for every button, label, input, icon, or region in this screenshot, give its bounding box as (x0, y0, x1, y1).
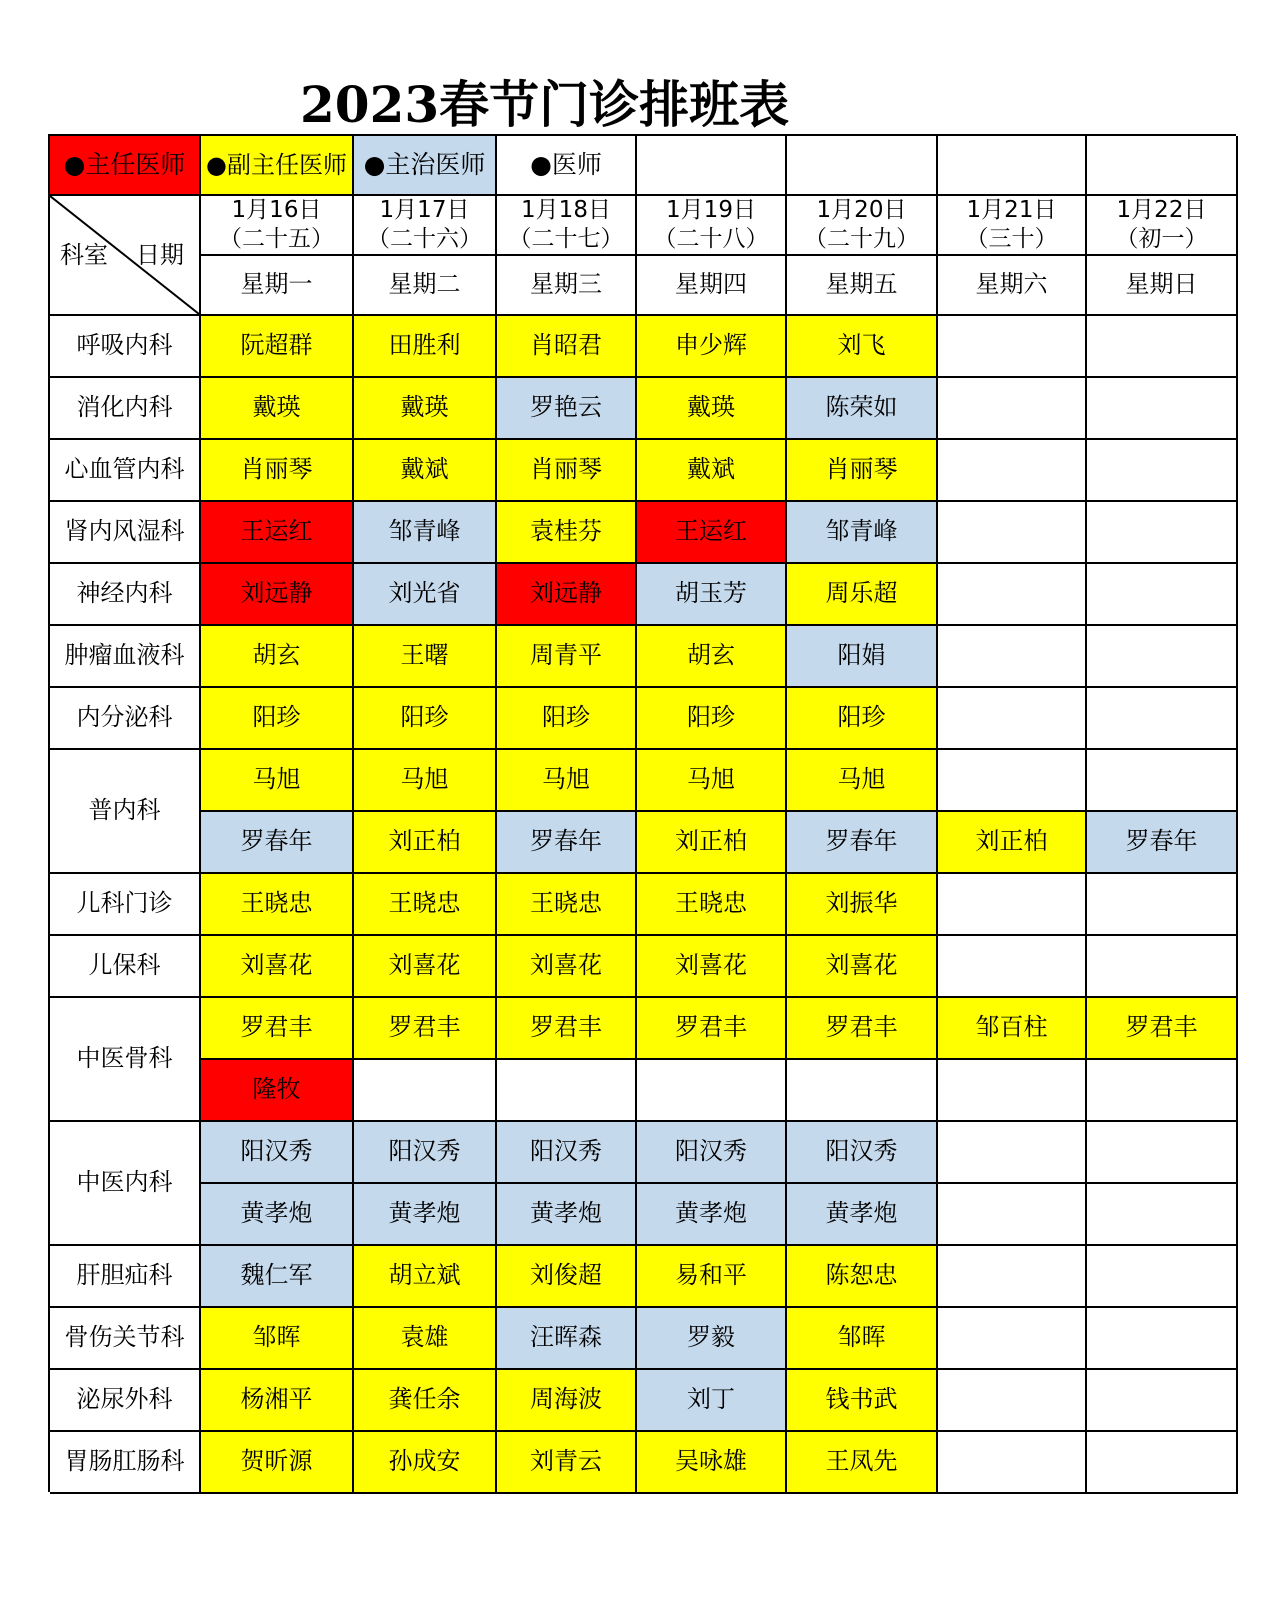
date-header (1087, 196, 1238, 256)
dept-cell: 中医内科 (50, 1122, 201, 1246)
schedule-cell: 黄孝炮 (497, 1184, 637, 1246)
dept-cell: 肿瘤血液科 (50, 626, 201, 688)
schedule-cell: 胡立斌 (354, 1246, 497, 1308)
date-header (787, 196, 938, 256)
lunar-text: （二十九） (804, 226, 919, 252)
schedule-cell: 易和平 (637, 1246, 787, 1308)
schedule-cell: 王凤先 (787, 1432, 938, 1494)
schedule-cell: 贺昕源 (201, 1432, 354, 1494)
schedule-cell: 马旭 (787, 750, 938, 812)
schedule-cell: 黄孝炮 (787, 1184, 938, 1246)
schedule-cell: 阳珍 (201, 688, 354, 750)
schedule-cell: 戴斌 (637, 440, 787, 502)
schedule-cell: 阳汉秀 (497, 1122, 637, 1184)
schedule-cell (938, 1184, 1087, 1246)
weekday-header: 星期六 (938, 256, 1087, 316)
schedule-cell (938, 1370, 1087, 1432)
legend-empty (938, 136, 1087, 196)
schedule-cell: 黄孝炮 (354, 1184, 497, 1246)
dept-cell: 胃肠肛肠科 (50, 1432, 201, 1494)
schedule-cell: 阳汉秀 (787, 1122, 938, 1184)
schedule-cell: 罗君丰 (1087, 998, 1238, 1060)
schedule-cell (1087, 1246, 1238, 1308)
schedule-cell: 陈恕忠 (787, 1246, 938, 1308)
schedule-cell (1087, 874, 1238, 936)
schedule-cell: 肖昭君 (497, 316, 637, 378)
schedule-cell (938, 874, 1087, 936)
schedule-cell (938, 750, 1087, 812)
schedule-cell: 钱书武 (787, 1370, 938, 1432)
date-text: 1月21日 (966, 197, 1057, 224)
schedule-cell: 戴瑛 (354, 378, 497, 440)
schedule-cell: 刘远静 (497, 564, 637, 626)
schedule-cell: 罗春年 (201, 812, 354, 874)
dept-cell: 普内科 (50, 750, 201, 874)
weekday-header: 星期日 (1087, 256, 1238, 316)
schedule-cell: 陈荣如 (787, 378, 938, 440)
schedule-cell: 刘振华 (787, 874, 938, 936)
dept-cell: 肝胆疝科 (50, 1246, 201, 1308)
lunar-text: （二十七） (508, 226, 624, 252)
date-label: 日期 (136, 241, 184, 269)
lunar-text: （二十五） (219, 226, 334, 252)
schedule-cell (1087, 502, 1238, 564)
weekday-header: 星期三 (497, 256, 637, 316)
schedule-cell: 刘俊超 (497, 1246, 637, 1308)
schedule-cell (497, 1060, 637, 1122)
schedule-cell: 罗君丰 (637, 998, 787, 1060)
schedule-cell: 罗毅 (637, 1308, 787, 1370)
weekday-header: 星期一 (201, 256, 354, 316)
schedule-cell: 戴瑛 (637, 378, 787, 440)
schedule-cell (1087, 440, 1238, 502)
schedule-cell (1087, 1432, 1238, 1494)
schedule-cell: 刘远静 (201, 564, 354, 626)
schedule-cell: 罗君丰 (787, 998, 938, 1060)
dept-cell: 骨伤关节科 (50, 1308, 201, 1370)
schedule-cell: 袁桂芬 (497, 502, 637, 564)
schedule-cell: 刘正柏 (354, 812, 497, 874)
schedule-cell: 罗春年 (787, 812, 938, 874)
date-header (354, 196, 497, 256)
schedule-cell: 刘正柏 (637, 812, 787, 874)
schedule-cell: 胡玄 (201, 626, 354, 688)
date-text: 1月17日 (379, 197, 470, 224)
schedule-cell (1087, 750, 1238, 812)
schedule-cell: 肖丽琴 (787, 440, 938, 502)
schedule-cell: 阳珍 (497, 688, 637, 750)
schedule-cell: 肖丽琴 (497, 440, 637, 502)
schedule-cell (938, 502, 1087, 564)
schedule-cell: 魏仁军 (201, 1246, 354, 1308)
schedule-cell (1087, 688, 1238, 750)
schedule-cell: 邹晖 (201, 1308, 354, 1370)
schedule-cell: 王晓忠 (354, 874, 497, 936)
date-text: 1月18日 (521, 197, 611, 224)
dept-cell: 中医骨科 (50, 998, 201, 1122)
legend-physician: ●医师 (497, 136, 637, 196)
schedule-cell: 阳汉秀 (637, 1122, 787, 1184)
schedule-cell (1087, 1370, 1238, 1432)
dept-cell: 心血管内科 (50, 440, 201, 502)
schedule-cell: 龚任余 (354, 1370, 497, 1432)
schedule-cell: 袁雄 (354, 1308, 497, 1370)
weekday-header: 星期五 (787, 256, 938, 316)
schedule-cell: 申少辉 (637, 316, 787, 378)
schedule-cell (1087, 1308, 1238, 1370)
dept-cell: 泌尿外科 (50, 1370, 201, 1432)
dept-cell: 儿科门诊 (50, 874, 201, 936)
schedule-cell: 周海波 (497, 1370, 637, 1432)
schedule-cell: 黄孝炮 (637, 1184, 787, 1246)
schedule-cell: 刘喜花 (637, 936, 787, 998)
schedule-cell: 王曙 (354, 626, 497, 688)
schedule-cell (1087, 936, 1238, 998)
legend-director: ●主任医师 (50, 136, 201, 196)
legend-empty (1087, 136, 1238, 196)
schedule-cell: 邹百柱 (938, 998, 1087, 1060)
schedule-cell: 胡玉芳 (637, 564, 787, 626)
schedule-cell (1087, 378, 1238, 440)
schedule-cell: 周青平 (497, 626, 637, 688)
dept-cell: 消化内科 (50, 378, 201, 440)
schedule-cell (637, 1060, 787, 1122)
schedule-cell: 马旭 (497, 750, 637, 812)
schedule-cell (1087, 1184, 1238, 1246)
schedule-cell (787, 1060, 938, 1122)
schedule-cell: 王晓忠 (497, 874, 637, 936)
schedule-cell: 邹晖 (787, 1308, 938, 1370)
schedule-cell (938, 1060, 1087, 1122)
schedule-cell: 胡玄 (637, 626, 787, 688)
schedule-cell: 刘丁 (637, 1370, 787, 1432)
schedule-cell: 王晓忠 (201, 874, 354, 936)
page-title: 2023春节门诊排班表 (300, 75, 790, 134)
schedule-cell: 罗君丰 (201, 998, 354, 1060)
date-header (497, 196, 637, 256)
date-header (938, 196, 1087, 256)
schedule-cell (938, 440, 1087, 502)
schedule-cell: 吴咏雄 (637, 1432, 787, 1494)
date-text: 1月19日 (666, 197, 756, 224)
schedule-cell: 戴斌 (354, 440, 497, 502)
schedule-cell (938, 378, 1087, 440)
lunar-text: （初一） (1115, 226, 1208, 252)
dept-cell: 肾内风湿科 (50, 502, 201, 564)
schedule-table (48, 134, 1236, 1492)
schedule-cell (938, 316, 1087, 378)
date-text: 1月20日 (816, 197, 907, 224)
schedule-cell: 罗君丰 (497, 998, 637, 1060)
schedule-cell: 杨湘平 (201, 1370, 354, 1432)
schedule-cell: 刘青云 (497, 1432, 637, 1494)
schedule-cell: 阳娟 (787, 626, 938, 688)
schedule-cell (938, 936, 1087, 998)
schedule-cell (938, 564, 1087, 626)
schedule-cell: 罗艳云 (497, 378, 637, 440)
schedule-cell: 刘喜花 (787, 936, 938, 998)
schedule-cell: 马旭 (354, 750, 497, 812)
dept-cell: 神经内科 (50, 564, 201, 626)
schedule-cell: 汪晖森 (497, 1308, 637, 1370)
schedule-cell: 王晓忠 (637, 874, 787, 936)
dept-cell: 呼吸内科 (50, 316, 201, 378)
schedule-cell: 刘正柏 (938, 812, 1087, 874)
schedule-cell: 刘喜花 (201, 936, 354, 998)
schedule-cell (938, 1432, 1087, 1494)
schedule-cell: 阳珍 (637, 688, 787, 750)
date-header (637, 196, 787, 256)
schedule-cell (938, 1122, 1087, 1184)
legend-associate: ●副主任医师 (201, 136, 354, 196)
schedule-cell: 阮超群 (201, 316, 354, 378)
schedule-cell: 周乐超 (787, 564, 938, 626)
schedule-cell: 马旭 (201, 750, 354, 812)
schedule-cell: 刘喜花 (354, 936, 497, 998)
schedule-cell: 王运红 (201, 502, 354, 564)
schedule-cell: 孙成安 (354, 1432, 497, 1494)
schedule-cell: 罗春年 (1087, 812, 1238, 874)
schedule-cell: 邹青峰 (787, 502, 938, 564)
weekday-header: 星期二 (354, 256, 497, 316)
date-header (201, 196, 354, 256)
schedule-cell: 罗君丰 (354, 998, 497, 1060)
schedule-cell (1087, 1122, 1238, 1184)
schedule-cell: 马旭 (637, 750, 787, 812)
schedule-cell: 邹青峰 (354, 502, 497, 564)
schedule-cell: 刘喜花 (497, 936, 637, 998)
schedule-cell (938, 1308, 1087, 1370)
schedule-cell: 田胜利 (354, 316, 497, 378)
schedule-cell (1087, 626, 1238, 688)
legend-empty (787, 136, 938, 196)
legend-attending: ●主治医师 (354, 136, 497, 196)
header-corner (50, 196, 201, 316)
schedule-cell (1087, 316, 1238, 378)
weekday-header: 星期四 (637, 256, 787, 316)
lunar-text: （三十） (965, 226, 1058, 252)
date-text: 1月22日 (1116, 197, 1207, 224)
schedule-cell (354, 1060, 497, 1122)
schedule-cell: 隆牧 (201, 1060, 354, 1122)
schedule-cell: 刘飞 (787, 316, 938, 378)
schedule-cell: 肖丽琴 (201, 440, 354, 502)
schedule-cell: 王运红 (637, 502, 787, 564)
legend-empty (637, 136, 787, 196)
schedule-cell (938, 688, 1087, 750)
lunar-text: （二十八） (653, 226, 769, 252)
lunar-text: （二十六） (367, 226, 482, 252)
schedule-cell: 黄孝炮 (201, 1184, 354, 1246)
schedule-cell: 阳珍 (354, 688, 497, 750)
schedule-cell: 阳珍 (787, 688, 938, 750)
schedule-cell: 阳汉秀 (201, 1122, 354, 1184)
dept-cell: 儿保科 (50, 936, 201, 998)
schedule-cell (1087, 564, 1238, 626)
dept-cell: 内分泌科 (50, 688, 201, 750)
schedule-cell (938, 1246, 1087, 1308)
schedule-cell: 刘光省 (354, 564, 497, 626)
schedule-cell (938, 626, 1087, 688)
schedule-cell: 罗春年 (497, 812, 637, 874)
schedule-cell: 戴瑛 (201, 378, 354, 440)
dept-label: 科室 (60, 241, 108, 269)
schedule-cell: 阳汉秀 (354, 1122, 497, 1184)
schedule-cell (1087, 1060, 1238, 1122)
date-text: 1月16日 (231, 197, 322, 224)
